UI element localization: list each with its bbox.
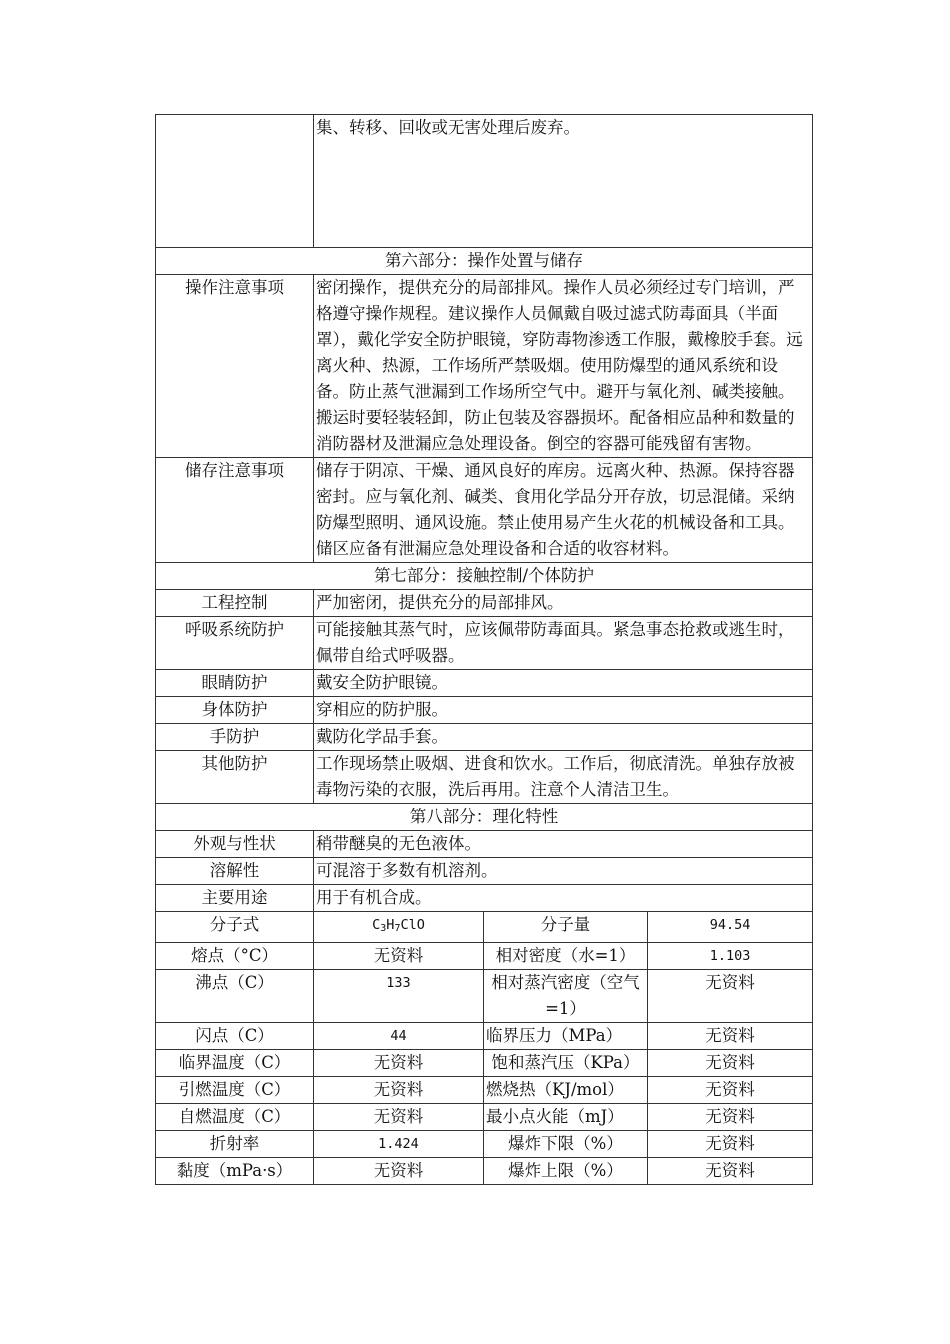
property-label: 引燃温度（C） bbox=[156, 1077, 314, 1104]
property-label: 临界压力（MPa） bbox=[484, 1023, 648, 1050]
property-label: 闪点（C） bbox=[156, 1023, 314, 1050]
property-value: 无资料 bbox=[648, 1158, 813, 1185]
property-row bbox=[156, 912, 813, 943]
property-row bbox=[156, 1077, 813, 1104]
protection-text: 穿相应的防护服。 bbox=[314, 697, 813, 724]
protection-text: 工作现场禁止吸烟、进食和饮水。工作后，彻底清洗。单独存放被毒物污染的衣服，洗后再用。注意个人清洁卫生。 bbox=[314, 751, 813, 804]
property-value: 无资料 bbox=[648, 1104, 813, 1131]
property-text-row bbox=[156, 885, 813, 912]
handling-row bbox=[156, 275, 813, 458]
property-label: 沸点（C） bbox=[156, 970, 314, 1023]
property-row bbox=[156, 1023, 813, 1050]
property-text: 用于有机合成。 bbox=[314, 885, 813, 912]
protection-row bbox=[156, 590, 813, 617]
protection-label: 呼吸系统防护 bbox=[156, 617, 314, 670]
molecular-formula bbox=[314, 912, 484, 943]
handling-label: 操作注意事项 bbox=[156, 275, 314, 458]
property-text: 可混溶于多数有机溶剂。 bbox=[314, 858, 813, 885]
property-value: 无资料 bbox=[648, 1077, 813, 1104]
property-value: 无资料 bbox=[314, 1104, 484, 1131]
property-label: 最小点火能（mJ） bbox=[484, 1104, 648, 1131]
property-value: 94.54 bbox=[648, 912, 813, 943]
continuation-row bbox=[156, 115, 813, 248]
property-value: 无资料 bbox=[314, 1077, 484, 1104]
property-label: 燃烧热（KJ/mol） bbox=[484, 1077, 648, 1104]
property-value: 无资料 bbox=[314, 1050, 484, 1077]
property-row bbox=[156, 943, 813, 970]
protection-row bbox=[156, 697, 813, 724]
protection-row bbox=[156, 670, 813, 697]
property-label: 爆炸上限（%） bbox=[484, 1158, 648, 1185]
property-row bbox=[156, 1050, 813, 1077]
property-value: 1.424 bbox=[314, 1131, 484, 1158]
property-label: 相对密度（水=1） bbox=[484, 943, 648, 970]
section-7-title: 第七部分：接触控制/个体防护 bbox=[156, 563, 813, 590]
property-value: 无资料 bbox=[648, 1023, 813, 1050]
protection-label: 工程控制 bbox=[156, 590, 314, 617]
property-row bbox=[156, 1104, 813, 1131]
handling-text: 密闭操作，提供充分的局部排风。操作人员必须经过专门培训，严格遵守操作规程。建议操作人员佩戴自吸过滤式防毒面具（半面罩），戴化学安全防护眼镜，穿防毒物渗透工作服，戴橡胶手套。远离火种、热源，工作场所严禁吸烟。使用防爆型的通风系统和设备。防止蒸气泄漏到工作场所空气中。避开与氧化剂、碱类接触。搬运时要轻装轻卸，防止包装及容器损坏。配备相应品种和数量的消防器材及泄漏应急处理设备。倒空的容器可能残留有害物。 bbox=[314, 275, 813, 458]
protection-text: 戴安全防护眼镜。 bbox=[314, 670, 813, 697]
property-label: 熔点（°C） bbox=[156, 943, 314, 970]
property-value: 无资料 bbox=[648, 1131, 813, 1158]
continuation-text: 集、转移、回收或无害处理后废弃。 bbox=[314, 115, 813, 248]
protection-row bbox=[156, 751, 813, 804]
property-value: 44 bbox=[314, 1023, 484, 1050]
property-label: 外观与性状 bbox=[156, 831, 314, 858]
property-label: 爆炸下限（%） bbox=[484, 1131, 648, 1158]
property-label: 临界温度（C） bbox=[156, 1050, 314, 1077]
protection-row bbox=[156, 724, 813, 751]
property-value: 无资料 bbox=[648, 1050, 813, 1077]
formula-c: C bbox=[372, 917, 381, 933]
protection-label: 身体防护 bbox=[156, 697, 314, 724]
property-value: 无资料 bbox=[314, 943, 484, 970]
property-value: 无资料 bbox=[648, 970, 813, 1023]
storage-row bbox=[156, 458, 813, 563]
property-text-row bbox=[156, 831, 813, 858]
property-label: 相对蒸汽密度（空气=1） bbox=[484, 970, 648, 1023]
property-label: 分子量 bbox=[484, 912, 648, 943]
property-label: 溶解性 bbox=[156, 858, 314, 885]
property-label: 饱和蒸汽压（KPa） bbox=[484, 1050, 648, 1077]
formula-h-subscript: 7 bbox=[394, 923, 401, 934]
property-label: 黏度（mPa·s） bbox=[156, 1158, 314, 1185]
formula-c-subscript: 3 bbox=[380, 923, 387, 934]
property-row bbox=[156, 970, 813, 1023]
property-label: 分子式 bbox=[156, 912, 314, 943]
storage-text: 储存于阴凉、干燥、通风良好的库房。远离火种、热源。保持容器密封。应与氧化剂、碱类、食用化学品分开存放，切忌混储。采纳防爆型照明、通风设施。禁止使用易产生火花的机械设备和工具。储区应备有泄漏应急处理设备和合适的收容材料。 bbox=[314, 458, 813, 563]
property-value: 133 bbox=[314, 970, 484, 1023]
formula-rest: ClO bbox=[400, 917, 425, 933]
property-label: 主要用途 bbox=[156, 885, 314, 912]
property-value: 1.103 bbox=[648, 943, 813, 970]
section-6-header-row bbox=[156, 248, 813, 275]
empty-label-cell bbox=[156, 115, 314, 248]
property-label: 折射率 bbox=[156, 1131, 314, 1158]
protection-row bbox=[156, 617, 813, 670]
section-6-title: 第六部分：操作处置与储存 bbox=[156, 248, 813, 275]
msds-table bbox=[155, 114, 813, 1185]
property-row bbox=[156, 1131, 813, 1158]
property-text-row bbox=[156, 858, 813, 885]
property-label: 自燃温度（C） bbox=[156, 1104, 314, 1131]
property-value: 无资料 bbox=[314, 1158, 484, 1185]
property-row bbox=[156, 1158, 813, 1185]
storage-label: 储存注意事项 bbox=[156, 458, 314, 563]
property-text: 稍带醚臭的无色液体。 bbox=[314, 831, 813, 858]
protection-text: 戴防化学品手套。 bbox=[314, 724, 813, 751]
section-8-title: 第八部分：理化特性 bbox=[156, 804, 813, 831]
formula-h: H bbox=[386, 917, 395, 933]
protection-label: 其他防护 bbox=[156, 751, 314, 804]
protection-label: 手防护 bbox=[156, 724, 314, 751]
section-8-header-row bbox=[156, 804, 813, 831]
protection-text: 严加密闭，提供充分的局部排风。 bbox=[314, 590, 813, 617]
protection-text: 可能接触其蒸气时，应该佩带防毒面具。紧急事态抢救或逃生时，佩带自给式呼吸器。 bbox=[314, 617, 813, 670]
protection-label: 眼睛防护 bbox=[156, 670, 314, 697]
section-7-header-row bbox=[156, 563, 813, 590]
